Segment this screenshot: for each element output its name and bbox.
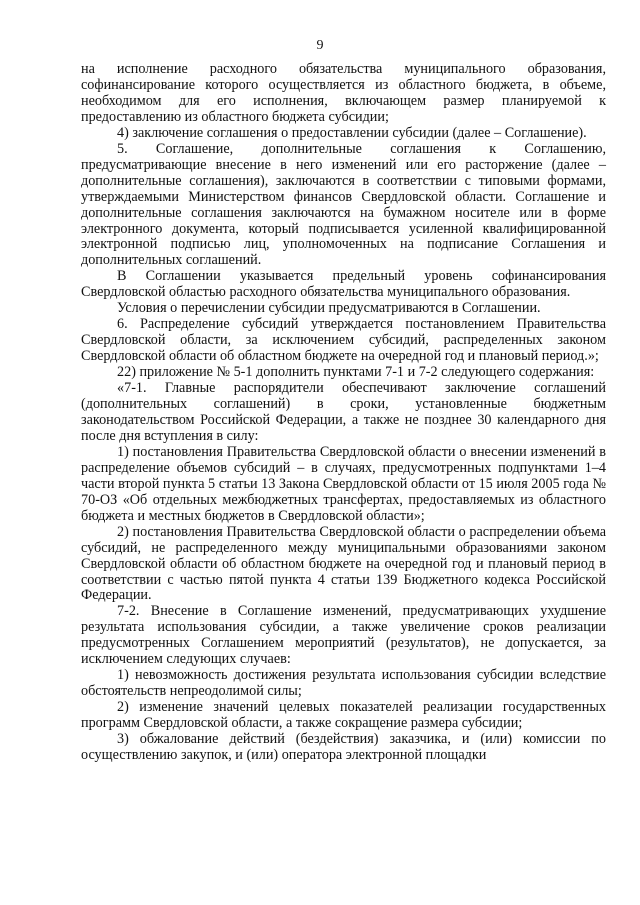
paragraph: 3) обжалование действий (бездействия) заказчика, и (или) комиссии по осуществлению закупок, и (или) оператора электронной площадки bbox=[81, 731, 606, 763]
paragraph-continuation: на исполнение расходного обязательства муниципального образования, софинансирование которого осуществляется из областного бюджета, в объеме, необходимом для его исполнения, включающем размер планируемой к предоставлению из областного бюджета субсидии; bbox=[81, 61, 606, 125]
paragraph: 7-2. Внесение в Соглашение изменений, предусматривающих ухудшение результата использования субсидии, а также увеличение сроков реализации предусмотренных Соглашением мероприятий (результатов), не допускается, за исключением следующих случаев: bbox=[81, 603, 606, 668]
paragraph: «7-1. Главные распорядители обеспечивают заключение соглашений (дополнительных соглашений) в сроки, установленные бюджетным законодательством Российской Федерации, а также не позднее 30 календарного дня после дня вступления в силу: bbox=[81, 380, 606, 444]
paragraph: 1) невозможность достижения результата использования субсидии вследствие обстоятельств непреодолимой силы; bbox=[81, 667, 606, 700]
paragraph: 5. Соглашение, дополнительные соглашения к Соглашению, предусматривающие внесение в него изменений или его расторжение (далее – дополнительные соглашения), заключаются в соответствии с типовыми формами, утверждаемыми Министерством финансов Свердловской области. Соглашение и дополнительные соглашения заключаются на бумажном носителе или в форме электронного документа, который подписывается усиленной квалифицированной электронной подписью лиц, уполномоченных на подписание Соглашения и дополнительных соглашений. bbox=[81, 140, 606, 269]
paragraph: 6. Распределение субсидий утверждается постановлением Правительства Свердловской области, за исключением субсидий, распределенных законом Свердловской области об областном бюджете на очередной год и плановый период.»; bbox=[81, 316, 606, 365]
paragraph: 2) постановления Правительства Свердловской области о распределении объема субсидий, не распределенного между муниципальными образованиями законом Свердловской области об областном бюджете на очередной год и плановый период в соответствии с частью пятой пункта 4 статьи 139 Бюджетного кодекса Российской Федерации. bbox=[81, 523, 606, 604]
page-number: 9 bbox=[316, 38, 324, 53]
paragraph: 2) изменение значений целевых показателей реализации государственных программ Свердловской области, а также сокращение размера субсидии; bbox=[81, 699, 606, 732]
paragraph: В Соглашении указывается предельный уровень софинансирования Свердловской областью расходного обязательства муниципального образования. bbox=[81, 268, 606, 301]
paragraph: Условия о перечислении субсидии предусматриваются в Соглашении. bbox=[117, 300, 541, 317]
document-body bbox=[81, 62, 606, 764]
paragraph: 22) приложение № 5-1 дополнить пунктами 7-1 и 7-2 следующего содержания: bbox=[117, 364, 595, 381]
paragraph: 1) постановления Правительства Свердловской области о внесении изменений в распределение объемов субсидий – в случаях, предусмотренных подпунктами 1–4 части второй пункта 5 статьи 13 Закона Свердловской области от 15 июля 2005 года № 70-ОЗ «Об отдельных межбюджетных трансфертах, предоставляемых из областного бюджета и местных бюджетов в Свердловской области»; bbox=[81, 443, 606, 524]
paragraph: 4) заключение соглашения о предоставлении субсидии (далее – Соглашение). bbox=[117, 124, 587, 141]
